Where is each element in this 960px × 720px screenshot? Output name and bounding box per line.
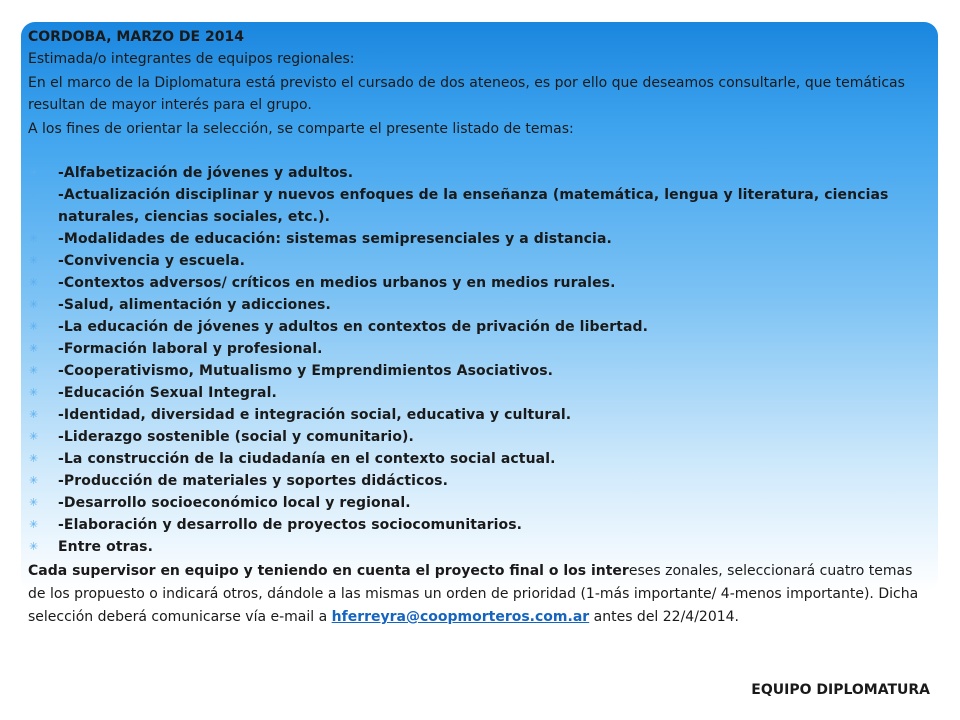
star-bullet-icon: ✳	[29, 232, 39, 245]
topic-text: -La construcción de la ciudadanía en el contexto social actual.	[58, 451, 556, 467]
topic-text: -Contextos adversos/ críticos en medios urbanos y en medios rurales.	[58, 275, 616, 291]
topic-item	[28, 360, 933, 382]
signature: EQUIPO DIPLOMATURA	[751, 682, 930, 698]
email-link[interactable]: hferreyra@coopmorteros.com.ar	[331, 609, 590, 625]
topic-text: -Producción de materiales y soportes didácticos.	[58, 473, 449, 489]
topic-item	[28, 250, 933, 272]
topics-list	[28, 162, 933, 558]
topic-item	[28, 426, 933, 448]
star-bullet-icon: ✳	[29, 188, 39, 201]
topic-text: -Salud, alimentación y adicciones.	[58, 297, 331, 313]
closing-lead: Cada supervisor en equipo y teniendo en cuenta el proyecto final o los inter	[28, 563, 629, 579]
star-bullet-icon: ✳	[29, 166, 39, 179]
star-bullet-icon: ✳	[29, 364, 39, 377]
star-bullet-icon: ✳	[29, 276, 39, 289]
topic-text: -Formación laboral y profesional.	[58, 341, 323, 357]
closing-rest: eses zonales, seleccionará cuatro temas de los propuesto o indicará otros, dándole a las mismas un orden de prioridad (1-más importante/ 4-menos importante). Dicha selección deberá comunicarse vía e-mail a	[28, 563, 919, 625]
topic-item	[28, 448, 933, 470]
star-bullet-icon: ✳	[29, 408, 39, 421]
topic-item	[28, 536, 933, 558]
topic-item	[28, 272, 933, 294]
closing-paragraph	[28, 560, 933, 629]
letter-body	[28, 26, 933, 629]
star-bullet-icon: ✳	[29, 518, 39, 531]
list-intro: A los fines de orientar la selección, se comparte el presente listado de temas:	[28, 121, 574, 137]
star-bullet-icon: ✳	[29, 496, 39, 509]
star-bullet-icon: ✳	[29, 298, 39, 311]
topic-item	[28, 228, 933, 250]
star-bullet-icon: ✳	[29, 540, 39, 553]
spacer	[28, 142, 933, 162]
topic-text: -Convivencia y escuela.	[58, 253, 246, 269]
topic-text: -Liderazgo sostenible (social y comunitario).	[58, 429, 414, 445]
star-bullet-icon: ✳	[29, 342, 39, 355]
topic-item	[28, 316, 933, 338]
star-bullet-icon: ✳	[29, 430, 39, 443]
topic-item	[28, 514, 933, 536]
topic-item	[28, 404, 933, 426]
topic-text: -La educación de jóvenes y adultos en contextos de privación de libertad.	[58, 319, 649, 335]
topic-text: -Modalidades de educación: sistemas semipresenciales y a distancia.	[58, 231, 612, 247]
topic-item	[28, 162, 933, 184]
topic-text: -Alfabetización de jóvenes y adultos.	[58, 165, 354, 181]
star-bullet-icon: ✳	[29, 474, 39, 487]
topic-item	[28, 338, 933, 360]
topic-item	[28, 382, 933, 404]
star-bullet-icon: ✳	[29, 452, 39, 465]
topic-text: -Identidad, diversidad e integración social, educativa y cultural.	[58, 407, 572, 423]
closing-tail: antes del 22/4/2014.	[589, 609, 740, 625]
topic-text: -Desarrollo socioeconómico local y regional.	[58, 495, 411, 511]
star-bullet-icon: ✳	[29, 320, 39, 333]
topic-text: -Elaboración y desarrollo de proyectos sociocomunitarios.	[58, 517, 523, 533]
intro-paragraph: En el marco de la Diplomatura está previsto el cursado de dos ateneos, es por ello que deseamos consultarle, que temáticas resultan de mayor interés para el grupo.	[28, 75, 905, 113]
topic-item	[28, 294, 933, 316]
date-heading: CORDOBA, MARZO DE 2014	[28, 29, 244, 45]
star-bullet-icon: ✳	[29, 254, 39, 267]
topic-item	[28, 492, 933, 514]
topic-text: Entre otras.	[58, 539, 154, 555]
topic-item	[28, 470, 933, 492]
topic-text: -Educación Sexual Integral.	[58, 385, 277, 401]
topic-text: -Actualización disciplinar y nuevos enfoques de la enseñanza (matemática, lengua y literatura, ciencias naturales, ciencias sociales, etc.).	[58, 187, 889, 225]
greeting: Estimada/o integrantes de equipos regionales:	[28, 51, 355, 67]
topic-text: -Cooperativismo, Mutualismo y Emprendimientos Asociativos.	[58, 363, 554, 379]
topic-item	[28, 184, 933, 228]
star-bullet-icon: ✳	[29, 386, 39, 399]
